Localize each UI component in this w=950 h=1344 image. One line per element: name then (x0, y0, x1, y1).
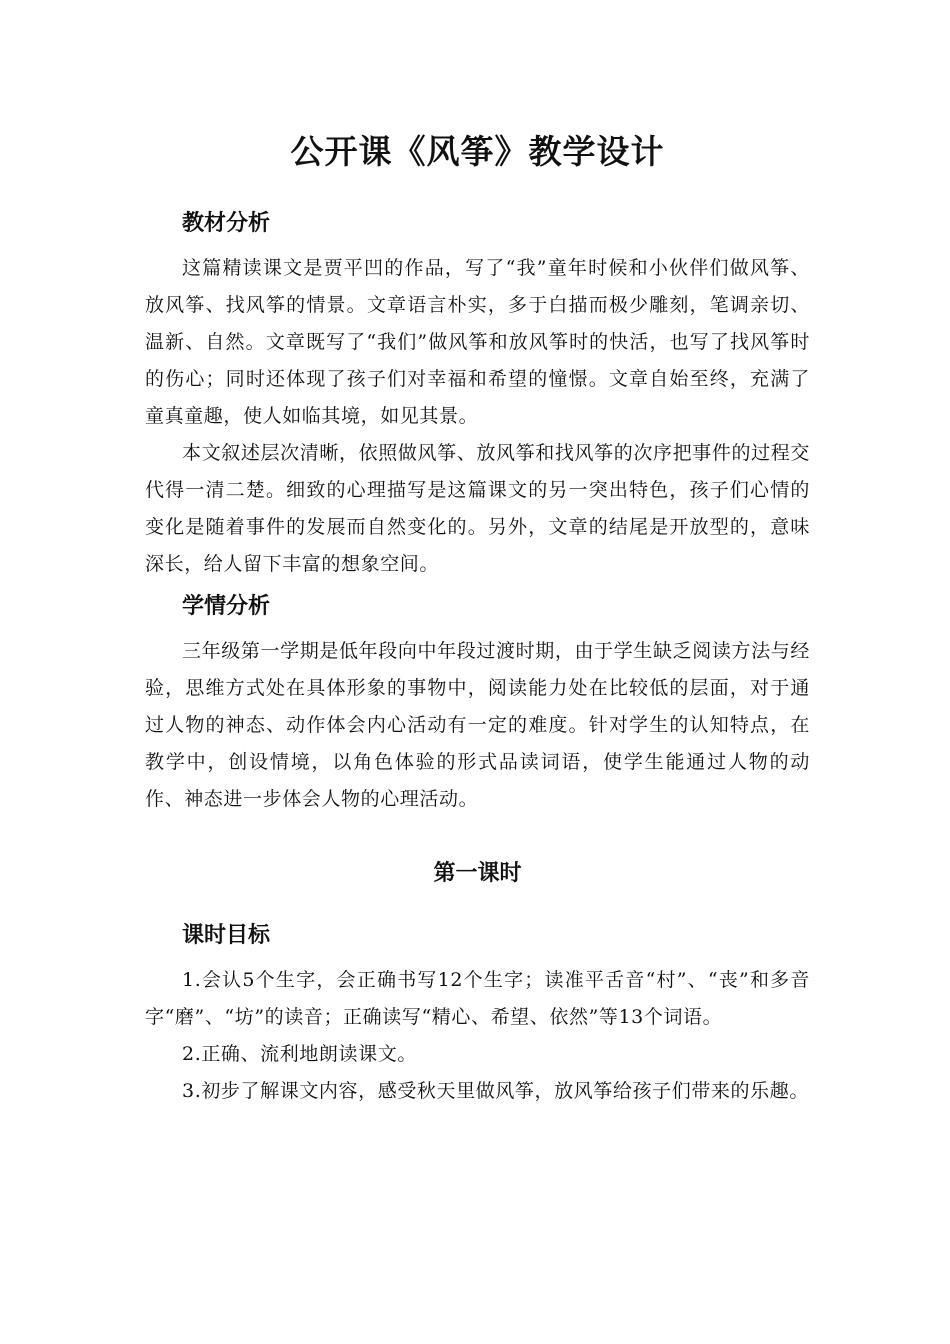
paragraph-material-analysis-1: 这篇精读课文是贾平凹的作品，写了“我”童年时候和小伙伴们做风筝、放风筝、找风筝的情景。文章语言朴实，多于白描而极少雕刻，笔调亲切、温新、自然。文章既写了“我们”做风筝和放风筝时的快活，也写了找风筝时的伤心；同时还体现了孩子们对幸福和希望的憧憬。文章自始至终，充满了童真童趣，使人如临其境，如见其景。 (145, 257, 810, 427)
objective-item-2: 2.正确、流利地朗读课文。 (182, 1043, 417, 1065)
paragraph-student-analysis-1: 三年级第一学期是低年段向中年段过渡时期，由于学生缺乏阅读方法与经验，思维方式处在具体形象的事物中，阅读能力处在比较低的层面，对于通过人物的神态、动作体会内心活动有一定的难度。针对学生的认知特点，在教学中，创设情境，以角色体验的形式品读词语，使学生能通过人物的动作、神态进一步体会人物的心理活动。 (145, 640, 810, 810)
section-heading-material-analysis: 教材分析 (182, 211, 271, 236)
document-title: 公开课《风筝》教学设计 (290, 132, 665, 171)
lesson-heading-first: 第一课时 (433, 861, 522, 886)
objective-item-1: 1.会认5个生字，会正确书写12个生字；读准平舌音“村”、“丧”和多音字“磨”、“坊”的读音；正确读写“精心、希望、依然”等13个词语。 (145, 969, 810, 1028)
section-heading-student-analysis: 学情分析 (182, 594, 271, 619)
paragraph-material-analysis-2: 本文叙述层次清晰，依照做风筝、放风筝和找风筝的次序把事件的过程交代得一清二楚。细致的心理描写是这篇课文的另一突出特色，孩子们心情的变化是随着事件的发展而自然变化的。另外，文章的结尾是开放型的，意味深长，给人留下丰富的想象空间。 (145, 442, 810, 575)
section-heading-lesson-objectives: 课时目标 (182, 923, 271, 948)
objective-item-3: 3.初步了解课文内容，感受秋天里做风筝，放风筝给孩子们带来的乐趣。 (182, 1080, 809, 1102)
